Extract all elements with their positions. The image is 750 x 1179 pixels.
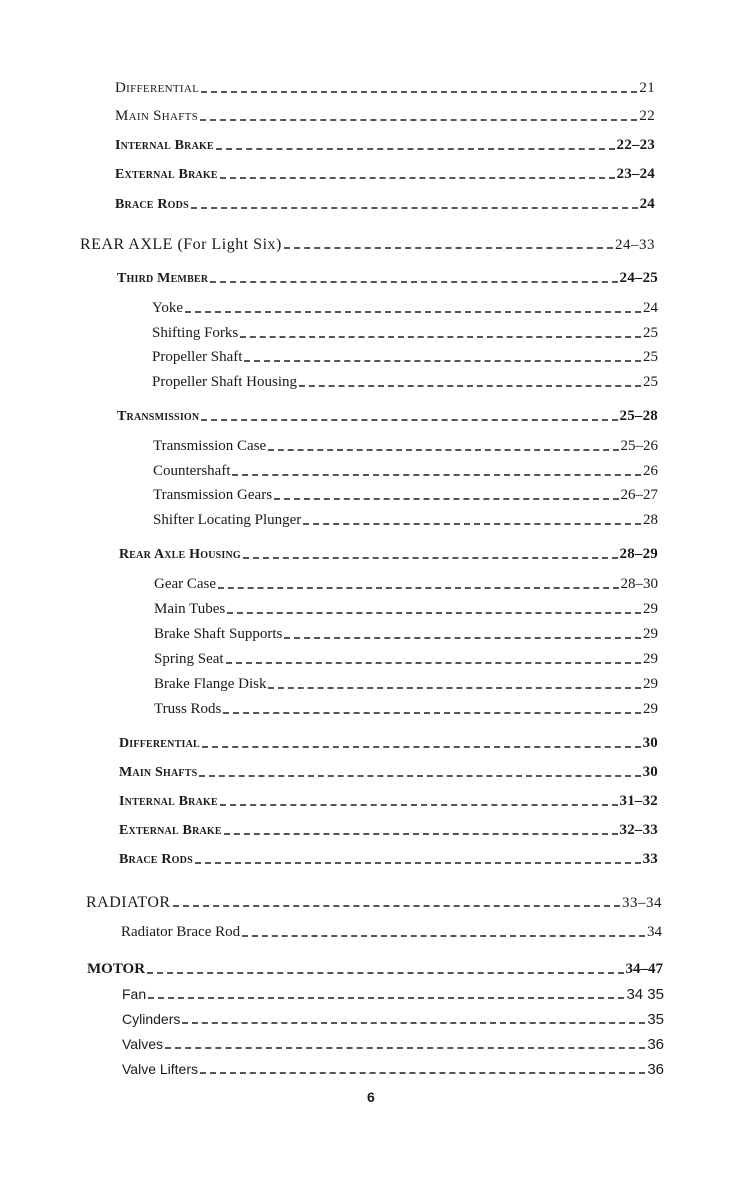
toc-entry-label: Internal Brake [115,138,214,153]
toc-entry-label: Propeller Shaft Housing [152,374,297,390]
toc-section-label: REAR AXLE (For Light Six) [80,236,282,253]
dot-leader [165,1047,645,1049]
toc-entry-label: Countershaft [153,463,231,479]
dot-leader [284,247,613,249]
dot-leader [268,449,618,451]
toc-entry-label: Yoke [152,300,183,316]
toc-entry-page: 24 [643,300,658,316]
dot-leader [220,804,618,806]
dot-leader [227,612,641,614]
toc-entry-page: 22–23 [616,137,655,153]
dot-leader [200,1072,645,1074]
dot-leader [242,935,645,937]
dot-leader [303,523,641,525]
toc-entry-page: 25–26 [620,438,658,454]
toc-entry-label: Brace Rods [119,852,193,867]
toc-entry-page: 26–27 [620,487,658,503]
toc-section [80,236,655,258]
toc-entry-page: 24–25 [619,270,658,286]
dot-leader [226,662,641,664]
toc-entry [154,701,658,723]
toc-entry [115,196,655,218]
toc-section [86,894,662,916]
toc-entry-page: 29 [643,651,658,667]
dot-leader [191,207,638,209]
toc-entry-label: Transmission [117,409,200,424]
toc-entry-label: Main Shafts [115,108,199,124]
toc-entry-page: 34 35 [626,986,664,1003]
toc-entry-page: 31–32 [619,793,658,809]
toc-entry [152,349,658,371]
toc-entry-page: 25 [643,349,658,365]
toc-entry [119,735,658,757]
toc-entry-label: Truss Rods [154,701,222,717]
toc-entry [115,80,655,102]
toc-entry-label: Main Tubes [154,601,226,617]
toc-entry-page: 30 [642,764,658,780]
toc-entry-label: Differential [119,736,200,751]
toc-entry [119,793,658,815]
toc-entry-page: 24–33 [615,237,655,253]
toc-entry [154,651,658,673]
dot-leader [220,177,615,179]
toc-entry-page: 30 [642,735,658,751]
toc-entry [122,986,664,1008]
dot-leader [147,972,623,974]
dot-leader [232,474,641,476]
toc-entry [115,137,655,159]
dot-leader [148,997,624,999]
toc-entry-page: 25 [643,374,658,390]
dot-leader [201,91,637,93]
dot-leader [268,687,641,689]
page-number: 6 [367,1089,375,1105]
toc-entry-page: 25–28 [619,408,658,424]
toc-entry-page: 36 [647,1061,664,1078]
toc-entry-label: Cylinders [122,1011,181,1027]
dot-leader [284,637,641,639]
toc-entry-label: Radiator Brace Rod [121,924,241,940]
toc-entry-label: Internal Brake [119,794,218,809]
toc-entry [119,851,658,873]
dot-leader [223,712,641,714]
toc-entry [115,166,655,188]
toc-entry [153,487,658,509]
toc-section-label: RADIATOR [86,894,171,911]
toc-entry-label: Brake Shaft Supports [154,626,283,642]
toc-entry-page: 22 [639,108,655,124]
toc-entry-page: 32–33 [619,822,658,838]
toc-section-label: MOTOR [87,961,146,977]
toc-entry-page: 33–34 [622,895,662,911]
toc-entry-page: 21 [639,80,655,96]
toc-entry [153,463,658,485]
toc-entry-label: Brace Rods [115,197,189,212]
toc-entry-label: Gear Case [154,576,217,592]
toc-entry-page: 29 [643,601,658,617]
toc-entry [122,1061,664,1083]
toc-entry [154,576,658,598]
toc-entry-label: Valve Lifters [122,1061,198,1077]
dot-leader [195,862,641,864]
dot-leader [199,775,640,777]
toc-entry-page: 35 [647,1011,664,1028]
toc-entry-label: Brake Flange Disk [154,676,267,692]
dot-leader [274,498,618,500]
toc-section [87,961,663,983]
dot-leader [224,833,618,835]
dot-leader [240,336,641,338]
toc-entry-label: Propeller Shaft [152,349,243,365]
dot-leader [299,385,641,387]
toc-entry [152,374,658,396]
toc-entry-page: 26 [643,463,658,479]
toc-entry [153,512,658,534]
toc-entry-label: External Brake [115,167,218,182]
dot-leader [200,119,637,121]
toc-entry-page: 24 [639,196,655,212]
toc-entry [122,1036,664,1058]
dot-leader [218,587,618,589]
dot-leader [243,557,618,559]
toc-entry-page: 28 [643,512,658,528]
toc-entry-page: 33 [642,851,658,867]
toc-entry [152,325,658,347]
toc-entry-label: Differential [115,80,200,96]
toc-entry-label: Transmission Case [153,438,267,454]
toc-entry [152,300,658,322]
toc-entry-label: Main Shafts [119,765,198,780]
dot-leader [185,311,641,313]
toc-entry [154,626,658,648]
toc-entry-label: Rear Axle Housing [119,547,241,562]
toc-entry-page: 29 [643,701,658,717]
toc-entry [122,1011,664,1033]
toc-entry-page: 29 [643,626,658,642]
dot-leader [173,905,620,907]
toc-entry-label: Valves [122,1036,163,1052]
toc-entry-label: Third Member [117,271,209,286]
toc-entry-page: 25 [643,325,658,341]
toc-entry [154,601,658,623]
toc-entry-page: 23–24 [616,166,655,182]
toc-entry [154,676,658,698]
toc-entry [121,924,662,946]
toc-entry-page: 34 [647,924,662,940]
toc-entry-label: Transmission Gears [153,487,273,503]
toc-entry-page: 28–30 [620,576,658,592]
dot-leader [182,1022,645,1024]
toc-entry-label: Spring Seat [154,651,224,667]
toc-entry [115,108,655,130]
dot-leader [201,419,617,421]
toc-entry [119,764,658,786]
toc-entry-label: Shifter Locating Plunger [153,512,302,528]
dot-leader [244,360,641,362]
toc-entry-label: Fan [122,986,147,1002]
dot-leader [216,148,615,150]
toc-entry-page: 36 [647,1036,664,1053]
toc-entry-label: External Brake [119,823,222,838]
toc-entry-label: Shifting Forks [152,325,239,341]
toc-entry-page: 28–29 [619,546,658,562]
dot-leader [202,746,641,748]
toc-entry [153,438,658,460]
dot-leader [210,281,617,283]
toc-entry [119,546,658,568]
toc-entry [117,270,658,292]
toc-entry-page: 34–47 [625,961,663,977]
toc-entry [117,408,658,430]
toc-entry [119,822,658,844]
toc-entry-page: 29 [643,676,658,692]
